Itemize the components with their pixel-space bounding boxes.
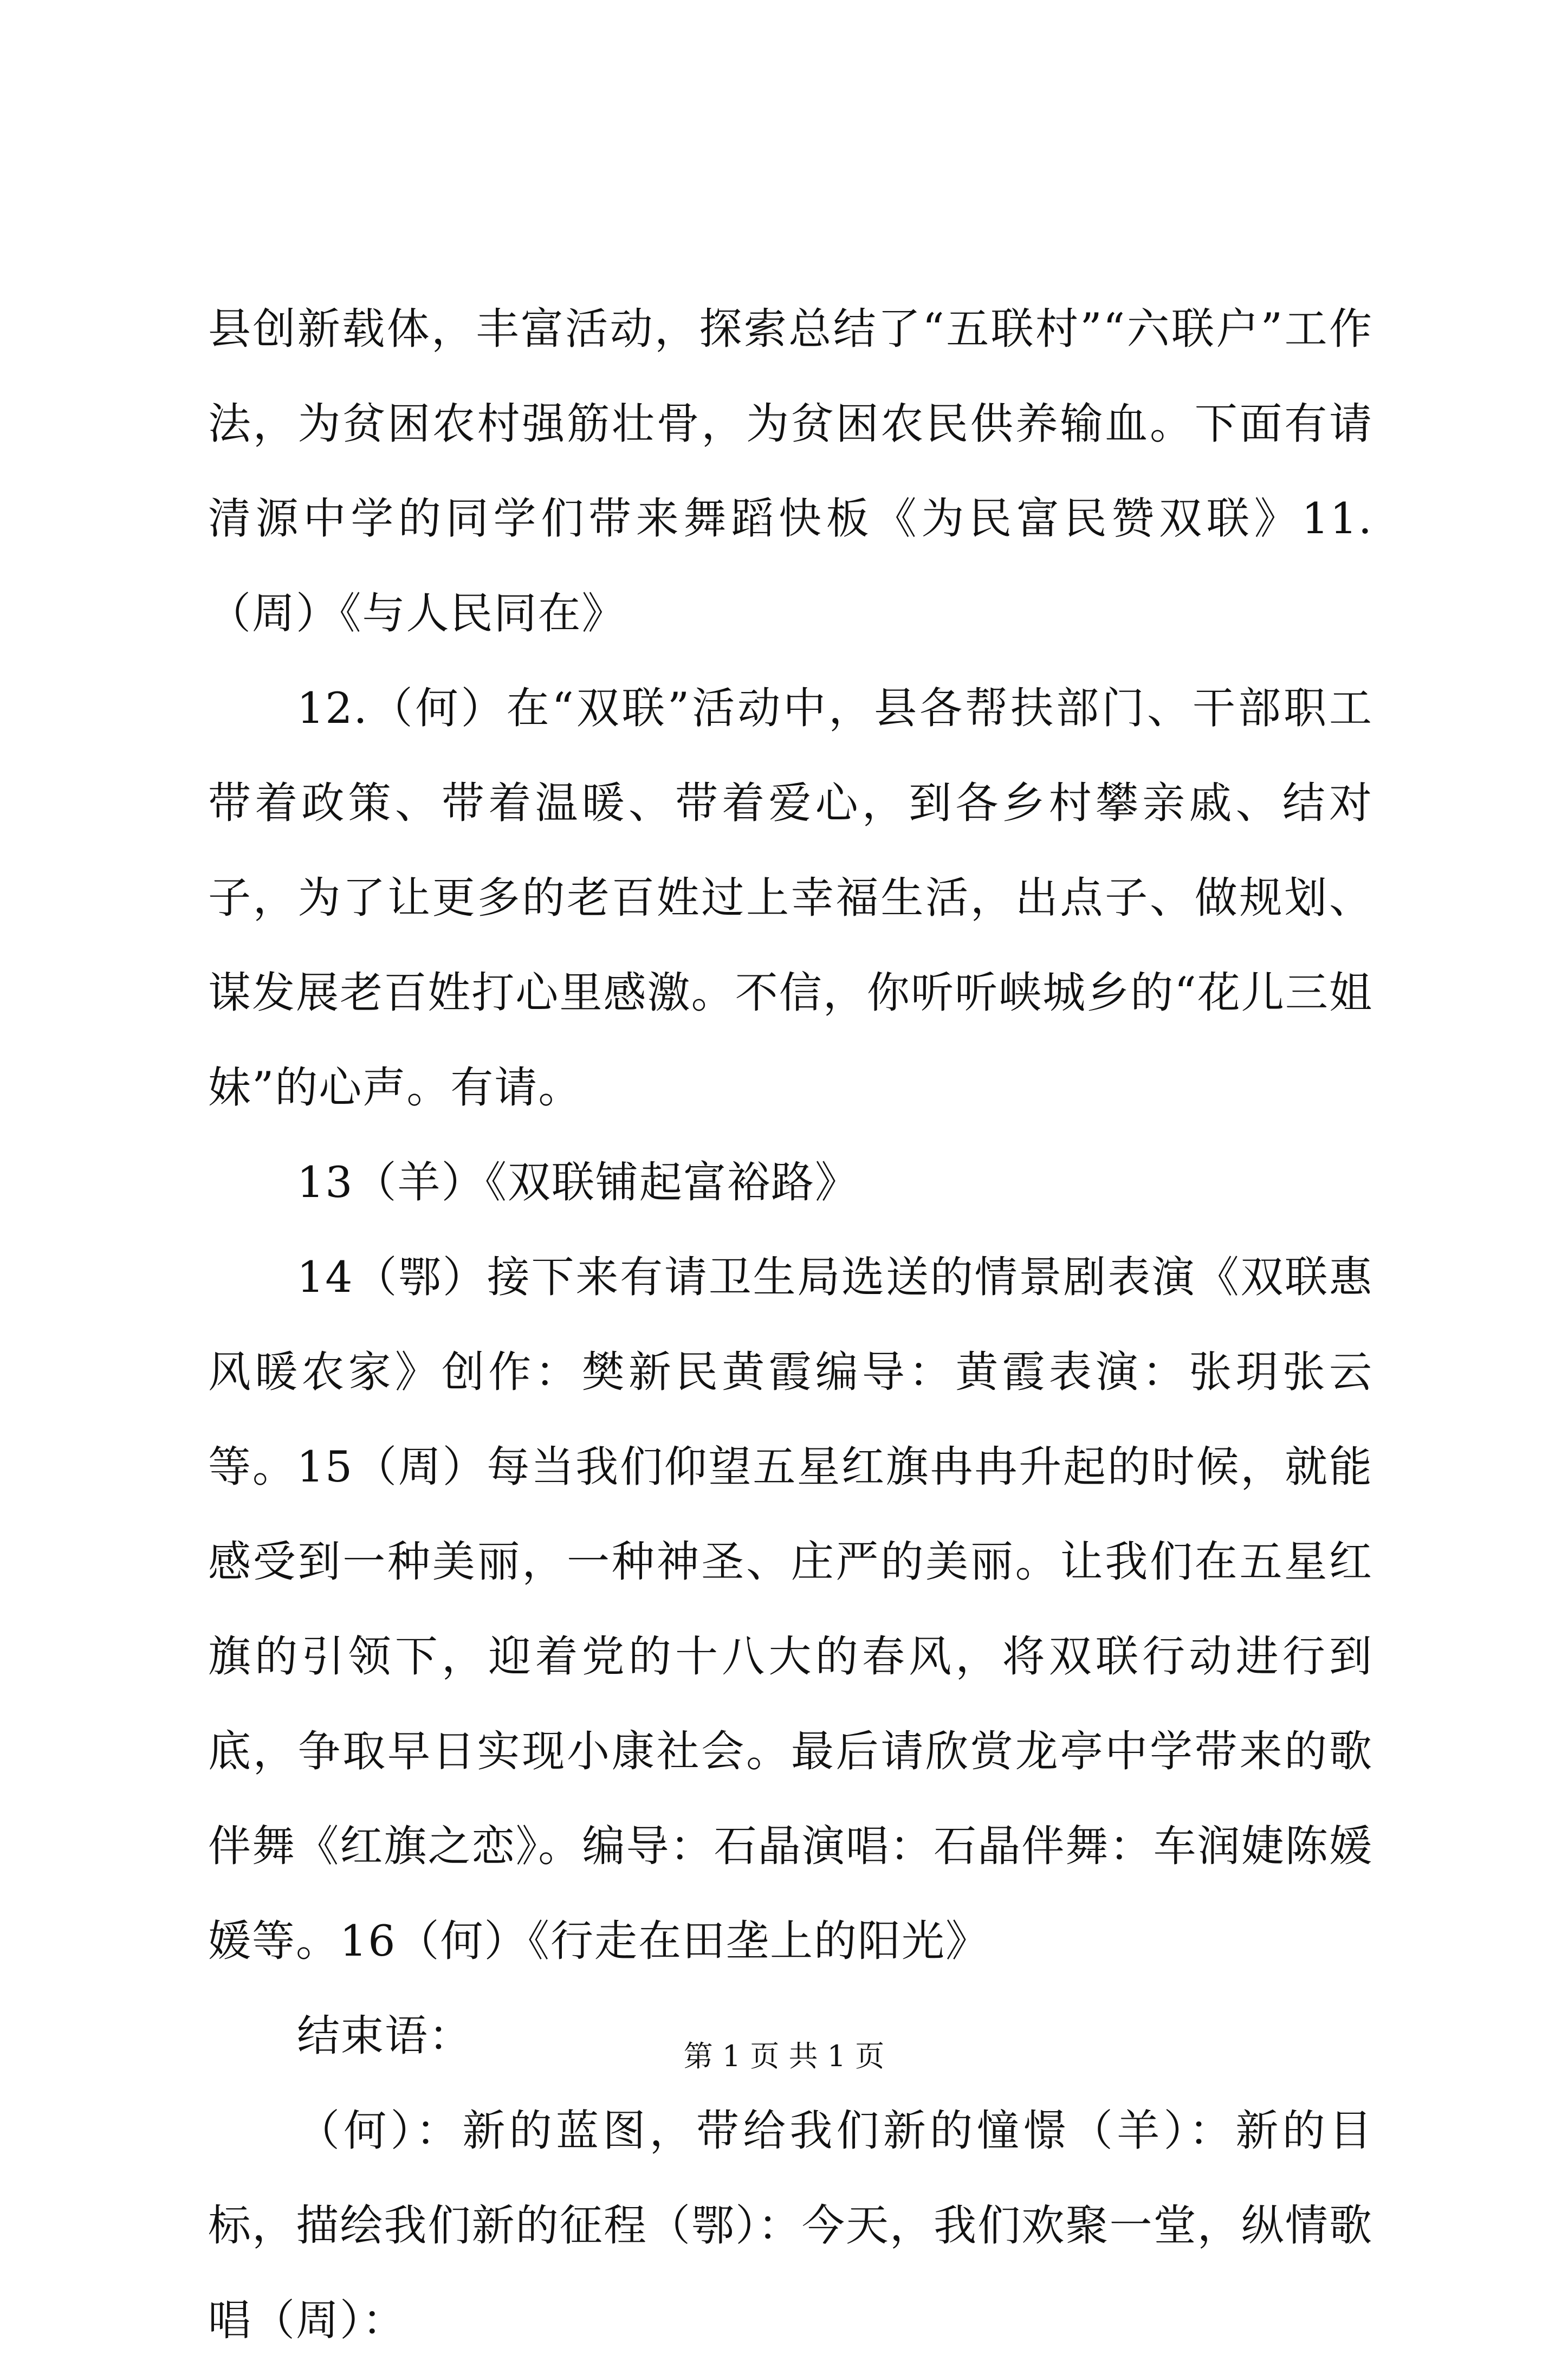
paragraph-4: 14（鄂）接下来有请卫生局选送的情景剧表演《双联惠风暖农家》创作：樊新民黄霞编导：黄霞表演：张玥张云等。15（周）每当我们仰望五星红旗冉冉升起的时候，就能感受到一种美丽，一种神圣、庄严的美丽。让我们在五星红旗的引领下，迎着党的十八大的春风，将双联行动进行到底，争取早日实现小康社会。最后请欣赏龙亭中学带来的歌伴舞《红旗之恋》。编导：石晶演唱：石晶伴舞：车润婕陈媛媛等。16（何）《行走在田垄上的阳光》	[208, 1252, 1373, 1966]
paragraph-5: 结束语：	[297, 2011, 472, 2061]
paragraph-1: 县创新载体，丰富活动，探索总结了“五联村”“六联户”工作法，为贫困农村强筋壮骨，为贫困农民供养输血。下面有请清源中学的同学们带来舞蹈快板《为民富民赞双联》11.（周）《与人民同在》	[208, 304, 1373, 638]
paragraph-3: 13（羊）《双联铺起富裕路》	[297, 1157, 859, 1207]
paragraph-2: 12.（何）在“双联”活动中，县各帮扶部门、干部职工带着政策、带着温暖、带着爱心，到各乡村攀亲戚、结对子，为了让更多的老百姓过上幸福生活，出点子、做规划、谋发展老百姓打心里感激。不信，你听听峡城乡的“花儿三姐妹”的心声。有请。	[208, 683, 1373, 1112]
paragraph-6: （何）：新的蓝图，带给我们新的憧憬（羊）：新的目标，描绘我们新的征程（鄂）：今天，我们欢聚一堂，纵情歌唱（周）：	[208, 2106, 1373, 2345]
page-number-footer: 第 1 页 共 1 页	[683, 2039, 885, 2073]
